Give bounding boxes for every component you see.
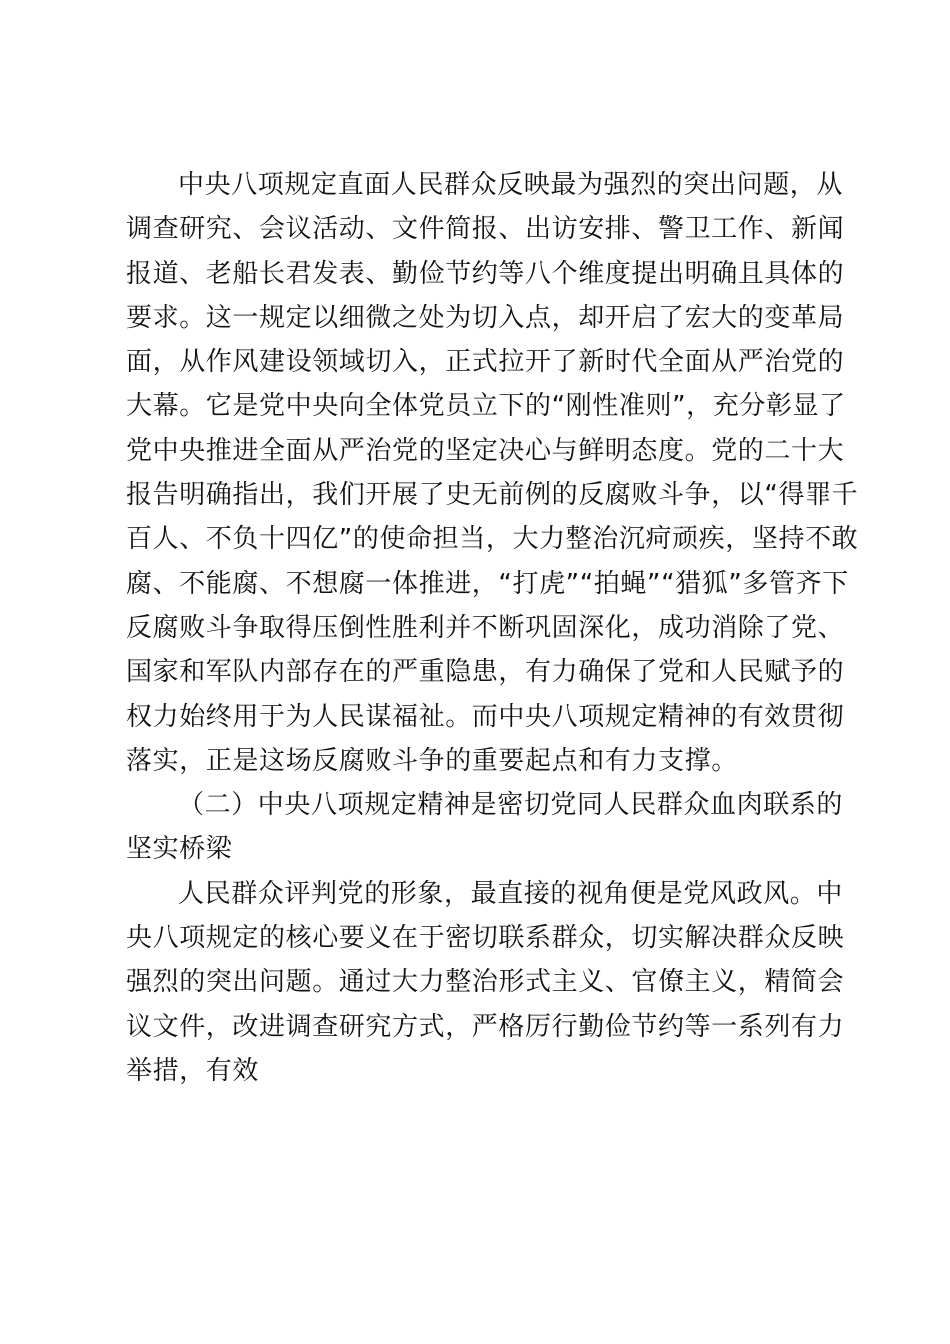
- text-line: 百人、不负十四亿”的使命担当，大力整治沉疴顽疾，坚持不敢: [126, 524, 859, 555]
- text-line: 大幕。它是党中央向全体党员立下的“刚性准则”，充分彰显了: [126, 391, 846, 422]
- text-line: 腐、不能腐、不想腐一体推进，“打虎”“拍蝇”“猎狐”多管齐下: [126, 568, 849, 599]
- text-line: 党中央推进全面从严治党的坚定决心与鲜明态度。党的二十大: [126, 435, 845, 466]
- text-line: 面，从作风建设领域切入，正式拉开了新时代全面从严治党的: [126, 347, 845, 378]
- section-heading: [126, 783, 844, 872]
- document-body: [126, 163, 859, 1093]
- text-line: 反腐败斗争取得压倒性胜利并不断巩固深化，成功消除了党、: [126, 612, 845, 643]
- text-line: 强烈的突出问题。通过大力整治形式主义、官僚主义，精简会: [126, 967, 845, 998]
- text-line: 报告明确指出，我们开展了史无前例的反腐败斗争，以“得罪千: [126, 480, 859, 511]
- text-line: 举措，有效: [126, 1055, 260, 1086]
- text-line: 国家和军队内部存在的严重隐患，有力确保了党和人民赋予的: [126, 657, 845, 688]
- text-line: 议文件，改进调查研究方式，严格厉行勤俭节约等一系列有力: [126, 1011, 845, 1042]
- text-line: 权力始终用于为人民谋福祉。而中央八项规定精神的有效贯彻: [126, 701, 845, 732]
- text-line: 调查研究、会议活动、文件简报、出访安排、警卫工作、新闻: [126, 214, 845, 245]
- text-line: 央八项规定的核心要义在于密切联系群众，切实解决群众反映: [126, 923, 845, 954]
- text-line: 人民群众评判党的形象，最直接的视角便是党风政风。中: [178, 878, 844, 909]
- text-line: 中央八项规定直面人民群众反映最为强烈的突出问题，从: [178, 170, 844, 200]
- heading-line: （二）中央八项规定精神是密切党同人民群众血肉联系的: [178, 790, 844, 821]
- text-line: 要求。这一规定以细微之处为切入点，却开启了宏大的变革局: [126, 302, 845, 333]
- paragraph-p2: [126, 872, 845, 1093]
- text-line: 落实，正是这场反腐败斗争的重要起点和有力支撑。: [126, 745, 738, 776]
- heading-line: 坚实桥梁: [126, 834, 233, 865]
- text-line: 报道、老船长君发表、勤俭节约等八个维度提出明确且具体的: [126, 258, 845, 289]
- paragraph-p1: [126, 163, 859, 783]
